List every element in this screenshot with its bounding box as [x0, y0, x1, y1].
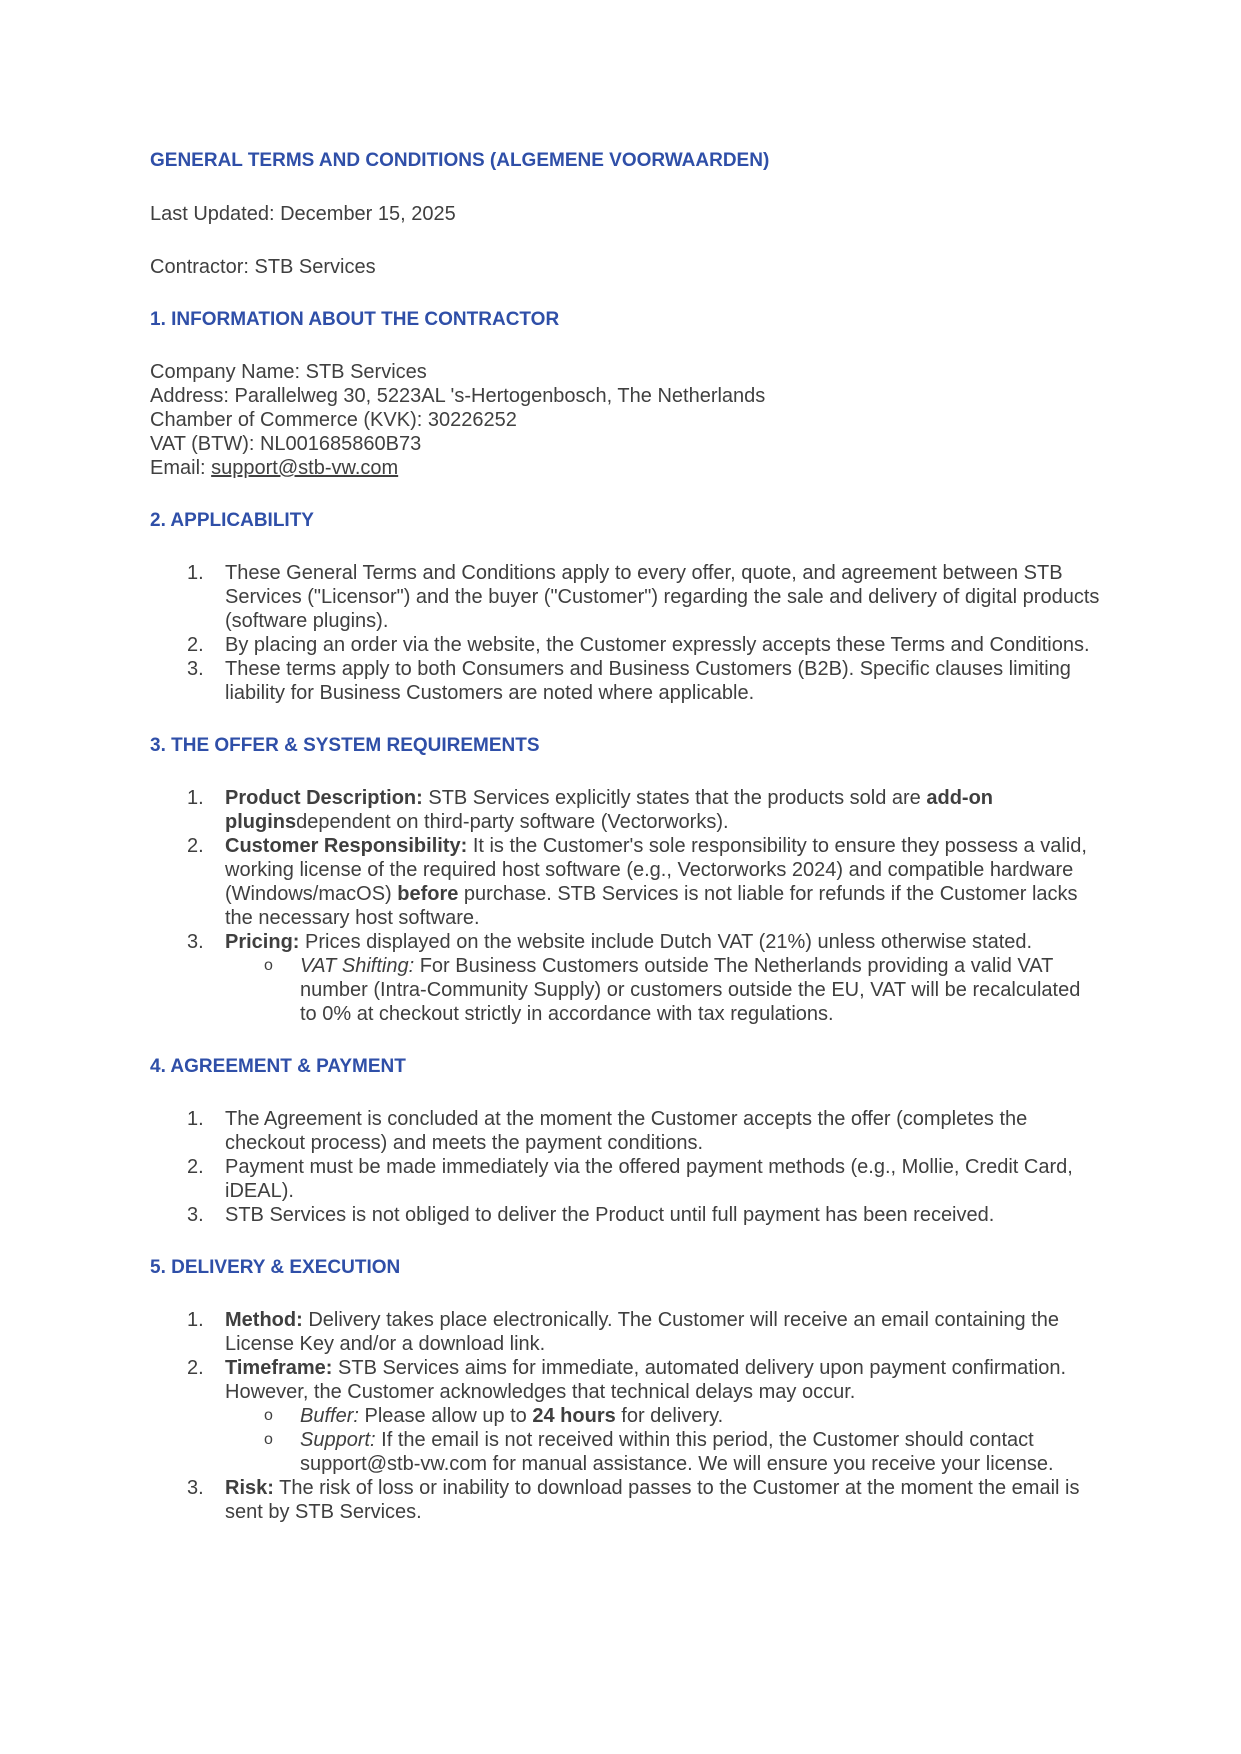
email-label: Email: [150, 457, 212, 479]
list-item [150, 633, 1100, 657]
sub-list [225, 954, 1100, 1026]
list-number: 1. [187, 562, 204, 584]
contractor-info [150, 360, 1100, 480]
sub-list-item [225, 1428, 1100, 1476]
sub-item-text: If the email is not received within this period, the Customer should contact support@stb-vw.com for manual assistance. We will ensure you receive your license. [300, 1429, 1054, 1475]
offer-list [150, 786, 1100, 1026]
section-1-heading: 1. INFORMATION ABOUT THE CONTRACTOR [150, 309, 560, 330]
section-4-heading: 4. AGREEMENT & PAYMENT [150, 1056, 406, 1077]
list-item-text: These terms apply to both Consumers and Business Customers (B2B). Specific clauses limiting liability for Business Customers are noted where applicable. [225, 658, 1071, 704]
bullet-icon: o [264, 957, 273, 974]
company-email [150, 456, 1100, 480]
item-bold: add-on plugins [225, 787, 994, 833]
sub-item-label: Buffer: [300, 1405, 359, 1427]
section-3-heading: 3. THE OFFER & SYSTEM REQUIREMENTS [150, 735, 540, 756]
list-item-text: Payment must be made immediately via the offered payment methods (e.g., Mollie, Credit Card, iDEAL). [225, 1156, 1073, 1202]
list-item [150, 1476, 1100, 1524]
document-title: GENERAL TERMS AND CONDITIONS (ALGEMENE VOORWAARDEN) [150, 150, 770, 171]
list-number: 2. [187, 835, 204, 857]
item-label: Customer Responsibility: [225, 835, 468, 857]
list-number: 3. [187, 931, 204, 953]
item-text: purchase. STB Services is not liable for refunds if the Customer lacks the necessary host software. [225, 883, 1078, 929]
list-number: 2. [187, 634, 204, 656]
list-item [150, 786, 1100, 834]
last-updated: Last Updated: December 15, 2025 [150, 203, 456, 225]
delivery-list [150, 1308, 1100, 1524]
sub-list [225, 1404, 1100, 1476]
list-item [150, 561, 1100, 633]
sub-item-text: Please allow up to [358, 1405, 533, 1427]
item-label: Risk: [225, 1477, 274, 1499]
sub-item-text: for delivery. [615, 1405, 724, 1427]
document-page [150, 148, 1100, 1524]
sub-item-label: Support: [300, 1429, 376, 1451]
item-text: dependent on third-party software (Vectorworks). [296, 811, 729, 833]
item-label: Timeframe: [225, 1357, 333, 1379]
item-text: It is the Customer's sole responsibility to ensure they possess a valid, working license of the required host software (e.g., Vectorworks 2024) and compatible hardware (Windows/macOS) [225, 835, 1087, 905]
list-item [150, 1155, 1100, 1203]
list-number: 2. [187, 1357, 204, 1379]
sub-item-text: For Business Customers outside The Netherlands providing a valid VAT number (Intra-Community Supply) or customers outside the EU, VAT will be recalculated to 0% at checkout strictly in accordance with tax regulations. [300, 955, 1081, 1025]
bullet-icon: o [264, 1431, 273, 1448]
sub-item-label: VAT Shifting: [300, 955, 415, 977]
list-item [150, 834, 1100, 930]
sub-list-item [225, 1404, 1100, 1428]
sub-list-item [225, 954, 1100, 1026]
item-text: STB Services explicitly states that the products sold are [422, 787, 927, 809]
list-item [150, 1308, 1100, 1356]
list-item-text: STB Services is not obliged to deliver the Product until full payment has been received. [225, 1204, 995, 1226]
list-number: 2. [187, 1156, 204, 1178]
company-kvk: Chamber of Commerce (KVK): 30226252 [150, 409, 517, 431]
contractor-line: Contractor: STB Services [150, 256, 376, 278]
list-number: 3. [187, 658, 204, 680]
item-text: The risk of loss or inability to download passes to the Customer at the moment the email is sent by STB Services. [225, 1477, 1080, 1523]
list-number: 3. [187, 1477, 204, 1499]
item-label: Method: [225, 1309, 303, 1331]
list-number: 1. [187, 1309, 204, 1331]
item-label: Pricing: [225, 931, 300, 953]
list-item [150, 657, 1100, 705]
list-item [150, 1203, 1100, 1227]
list-number: 3. [187, 1204, 204, 1226]
section-5-heading: 5. DELIVERY & EXECUTION [150, 1257, 401, 1278]
applicability-list [150, 561, 1100, 705]
list-item [150, 930, 1100, 1026]
item-bold: before [397, 883, 459, 905]
company-address: Address: Parallelweg 30, 5223AL 's-Hertogenbosch, The Netherlands [150, 385, 766, 407]
item-text: Delivery takes place electronically. The Customer will receive an email containing the License Key and/or a download link. [225, 1309, 1060, 1355]
item-text: STB Services aims for immediate, automated delivery upon payment confirmation. However, the Customer acknowledges that technical delays may occur. [225, 1357, 1067, 1403]
item-text: Prices displayed on the website include Dutch VAT (21%) unless otherwise stated. [299, 931, 1033, 953]
list-number: 1. [187, 787, 204, 809]
bullet-icon: o [264, 1407, 273, 1424]
sub-item-bold: 24 hours [532, 1405, 616, 1427]
section-2-heading: 2. APPLICABILITY [150, 510, 314, 531]
company-name: Company Name: STB Services [150, 361, 427, 383]
company-vat: VAT (BTW): NL001685860B73 [150, 433, 422, 455]
list-item-text: These General Terms and Conditions apply to every offer, quote, and agreement between STB Services ("Licensor") and the buyer ("Customer") regarding the sale and delivery of digital products (software plugins). [225, 562, 1100, 632]
item-label: Product Description: [225, 787, 423, 809]
list-item-text: The Agreement is concluded at the moment the Customer accepts the offer (completes the checkout process) and meets the payment conditions. [225, 1108, 1028, 1154]
list-item [150, 1356, 1100, 1476]
email-link[interactable]: support@stb-vw.com [211, 457, 399, 479]
list-item [150, 1107, 1100, 1155]
list-item-text: By placing an order via the website, the Customer expressly accepts these Terms and Conditions. [225, 634, 1090, 656]
list-number: 1. [187, 1108, 204, 1130]
agreement-list [150, 1107, 1100, 1227]
